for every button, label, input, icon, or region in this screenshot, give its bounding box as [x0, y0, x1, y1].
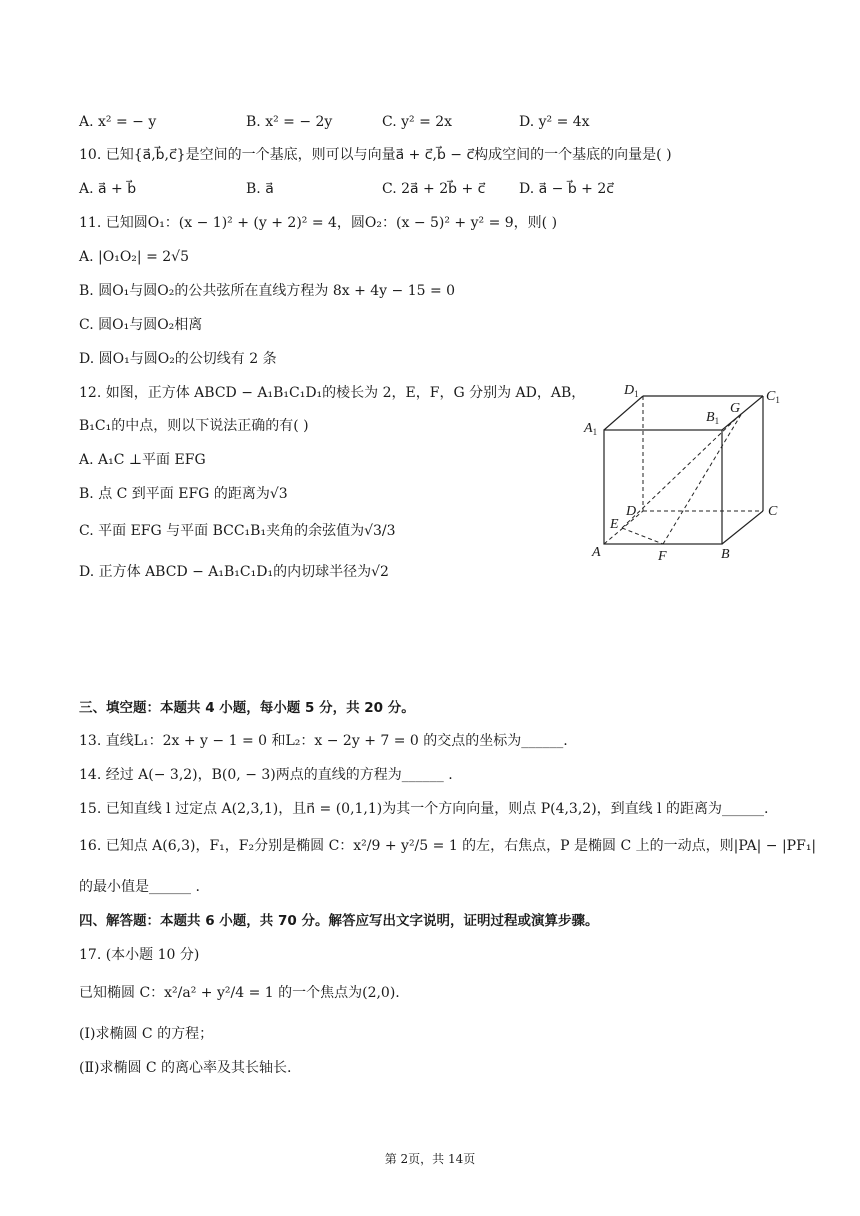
section-3-heading: 三、填空题：本题共 4 小题，每小题 5 分，共 20 分。	[79, 700, 415, 716]
q12-stem-line2: B₁C₁的中点，则以下说法正确的有( )	[79, 418, 309, 434]
q10-option-c: C. 2a⃗ + 2b⃗ + c⃗	[382, 181, 486, 197]
q17-stem: 已知椭圆 C：x²/a² + y²/4 = 1 的一个焦点为(2,0).	[79, 985, 400, 1001]
label-g: G	[730, 401, 741, 416]
q11-option-c: C. 圆O₁与圆O₂相离	[79, 317, 203, 333]
q13: 13. 直线L₁：2x + y − 1 = 0 和L₂：x − 2y + 7 = 0 的交点的坐标为______.	[79, 733, 568, 749]
q9-option-d: D. y² = 4x	[519, 114, 590, 130]
label-a1: $A_1$	[584, 421, 598, 437]
label-e: E	[610, 517, 619, 532]
q11-option-a: A. |O₁O₂| = 2√5	[79, 249, 189, 265]
q12-option-d: D. 正方体 ABCD − A₁B₁C₁D₁的内切球半径为√2	[79, 564, 389, 580]
label-d1: $D_1$	[624, 383, 639, 399]
label-b: B	[721, 547, 730, 562]
q17-part2: (Ⅱ)求椭圆 C 的离心率及其长轴长.	[79, 1060, 292, 1076]
q11-option-b: B. 圆O₁与圆O₂的公共弦所在直线方程为 8x + 4y − 15 = 0	[79, 283, 456, 299]
q14: 14. 经过 A(− 3,2)，B(0, − 3)两点的直线的方程为______ .	[79, 767, 453, 783]
q10-option-b: B. a⃗	[246, 181, 274, 197]
q9-option-a: A. x² = − y	[79, 114, 157, 130]
q17-header: 17. (本小题 10 分)	[79, 947, 200, 963]
page-footer: 第 2页，共 14页	[384, 1152, 476, 1166]
cube-figure	[580, 378, 790, 568]
q9-option-c: C. y² = 2x	[382, 114, 453, 130]
q15: 15. 已知直线 l 过定点 A(2,3,1)，且n⃗ = (0,1,1)为其一个方向向量，则点 P(4,3,2)，到直线 l 的距离为______.	[79, 801, 769, 817]
q9-option-b: B. x² = − 2y	[246, 114, 333, 130]
q16-line1: 16. 已知点 A(6,3)，F₁，F₂分别是椭圆 C：x²/9 + y²/5 = 1 的左，右焦点，P 是椭圆 C 上的一动点，则|PA| − |PF₁|	[79, 838, 817, 854]
label-d: D	[626, 504, 637, 519]
q12-option-a: A. A₁C ⊥平面 EFG	[79, 452, 206, 468]
label-a: A	[592, 545, 601, 560]
q10-stem: 10. 已知{a⃗,b⃗,c⃗}是空间的一个基底，则可以与向量a⃗ + c⃗,b⃗ − c⃗构成空间的一个基底的向量是( )	[79, 147, 672, 163]
label-c: C	[768, 504, 778, 519]
q11-stem: 11. 已知圆O₁：(x − 1)² + (y + 2)² = 4，圆O₂：(x − 5)² + y² = 9，则( )	[79, 215, 558, 231]
label-b1: $B_1$	[706, 410, 720, 426]
section-4-heading: 四、解答题：本题共 6 小题，共 70 分。解答应写出文字说明，证明过程或演算步骤。	[79, 913, 599, 929]
q12-option-b: B. 点 C 到平面 EFG 的距离为√3	[79, 486, 288, 502]
q11-option-d: D. 圆O₁与圆O₂的公切线有 2 条	[79, 351, 277, 367]
q10-option-d: D. a⃗ − b⃗ + 2c⃗	[519, 181, 614, 197]
q12-option-c: C. 平面 EFG 与平面 BCC₁B₁夹角的余弦值为√3/3	[79, 523, 396, 539]
q17-part1: (Ⅰ)求椭圆 C 的方程；	[79, 1026, 214, 1042]
q10-option-a: A. a⃗ + b⃗	[79, 181, 137, 197]
q12-stem-line1: 12. 如图，正方体 ABCD − A₁B₁C₁D₁的棱长为 2，E，F，G 分别为 AD，AB，	[79, 385, 586, 401]
label-c1: $C_1$	[766, 389, 780, 405]
q16-line2: 的最小值是______ .	[79, 879, 200, 895]
label-f: F	[658, 549, 667, 564]
